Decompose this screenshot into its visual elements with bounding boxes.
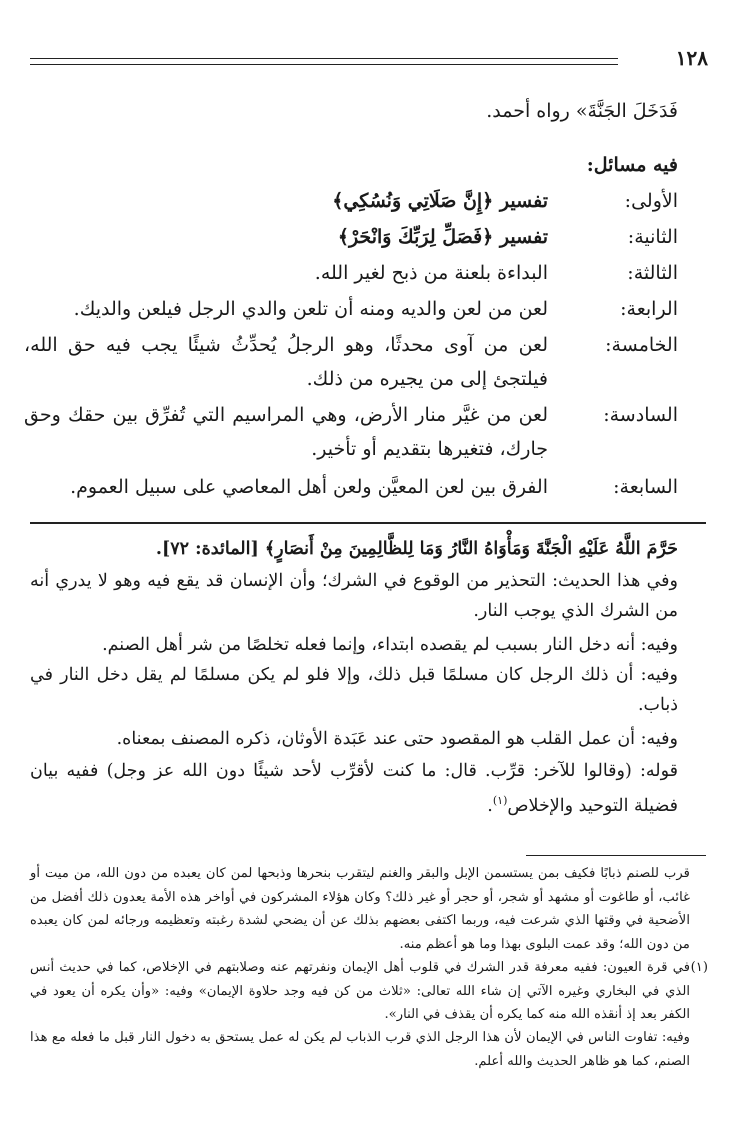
issue-text-6: لعن من غيَّر منار الأرض، وهي المراسيم التي تُفرِّق بين حقك وحق جارك، فتغيرها بتقديم أو تأخير.: [24, 404, 548, 460]
footnote-ref[interactable]: (١): [492, 794, 508, 807]
commentary-paragraph-4: وفيه: أن عمل القلب هو المقصود حتى عند عَبَدة الأوثان، ذكره المصنف بمعناه.: [116, 729, 678, 749]
footnote-1: في قرة العيون: ففيه معرفة قدر الشرك في قلوب أهل الإيمان ونفرتهم عنه وصلابتهم في الإخلاص، كما في حديث أنس الذي في البخاري وغيره الآتي إن شاء الله تعالى: «ثلاث من كن فيه وجد حلاوة الإيمان» وفيه: «وأن يكره أن يعود في الكفر بعد إذ أنقذه الله منه كما يكره أن يقذف في النار».: [30, 960, 690, 1022]
issue-text-3: البداءة بلعنة من ذبح لغير الله.: [314, 262, 548, 284]
commentary-paragraph-1: وفي هذا الحديث: التحذير من الوقوع في الشرك؛ وأن الإنسان قد يقع فيه وهو لا يدري أنه من الشرك الذي يوجب النار.: [30, 571, 678, 621]
issue-text-4: لعن من لعن والديه ومنه أن تلعن والدي الرجل فيلعن والديك.: [73, 298, 548, 320]
page-number: ١٢٨: [675, 46, 708, 70]
issue-text-5: لعن من آوى محدثًا، وهو الرجلُ يُحدِّثُ شيئًا يجب فيه حق الله، فيلتجئ إلى من يجيره من ذلك.: [24, 334, 548, 390]
commentary-paragraph-3: وفيه: أن ذلك الرجل كان مسلمًا قبل ذلك، وإلا فلو لم يكن مسلمًا لم يقل دخل النار في ذباب.: [30, 665, 678, 715]
issue-label-1: الأولى:: [624, 190, 678, 212]
commentary-paragraph-5: [30, 756, 678, 821]
issue-label-6: السادسة:: [603, 404, 678, 426]
footnote-continuation: قرب للصنم ذبابًا فكيف بمن يستسمن الإبل والبقر والغنم ليتقرب بنحرها وذبحها لمن كان يعبده من دون الله، من ميت أو غائب، أو طاغوت أو مشهد أو شجر، أو حجر أو غير ذلك؟ وكان هؤلاء المشركون في أواخر هذه الأمة يعدون ذلك أفضل من الأضحية في وقتها الذي شرعت فيه، وربما اكتفى بعضهم بذلك عن أن يضحي لشدة رغبته وتعظيمه ورجائه لمن كان يعبده من دون الله؛ وقد عمت البلوى بهذا وما هو أعظم منه.: [30, 866, 690, 952]
opening-line: فَدَخَلَ الجَنَّةَ» رواه أحمد.: [486, 100, 678, 122]
commentary-paragraph-5-end: .: [487, 795, 493, 816]
issue-text-1: تفسير ﴿إِنَّ صَلَاتِي وَنُسُكِي﴾: [332, 190, 548, 212]
footnote-rule: [526, 855, 706, 856]
issue-text-7: الفرق بين لعن المعيَّن ولعن أهل المعاصي على سبيل العموم.: [70, 476, 548, 498]
header-rule: [30, 58, 618, 65]
footnote-1-continued: وفيه: تفاوت الناس في الإيمان لأن هذا الرجل الذي قرب الذباب لم يكن له عمل يستحق به دخول النار قبل ما فعله مع هذا الصنم، كما هو ظاهر الحديث والله أعلم.: [30, 1030, 690, 1069]
issue-text-2: تفسير ﴿فَصَلِّ لِرَبِّكَ وَانْحَرْ﴾: [337, 226, 548, 248]
commentary-paragraph-5-text: قوله: (وقالوا للآخر: قرِّب. قال: ما كنت لأقرِّب لأحد شيئًا دون الله عز وجل) ففيه بيان فضيلة التوحيد والإخلاص: [30, 761, 678, 816]
issue-label-4: الرابعة:: [620, 298, 678, 320]
footnote-marker: (١): [690, 960, 708, 975]
issue-label-2: الثانية:: [627, 226, 678, 248]
issue-label-5: الخامسة:: [605, 334, 678, 356]
issue-label-7: السابعة:: [613, 476, 678, 498]
section-divider: [30, 522, 706, 524]
issues-title: فيه مسائل:: [586, 154, 678, 176]
commentary-verse: حَرَّمَ اللَّهُ عَلَيْهِ الْجَنَّةَ وَمَأْوَاهُ النَّارُ وَمَا لِلظَّالِمِينَ مِنْ أَنصَارٍ﴾ [المائدة: ٧٢].: [155, 539, 678, 559]
issue-label-3: الثالثة:: [627, 262, 678, 284]
commentary-paragraph-2: وفيه: أنه دخل النار بسبب لم يقصده ابتداء، وإنما فعله تخلصًا من شر أهل الصنم.: [102, 635, 678, 655]
